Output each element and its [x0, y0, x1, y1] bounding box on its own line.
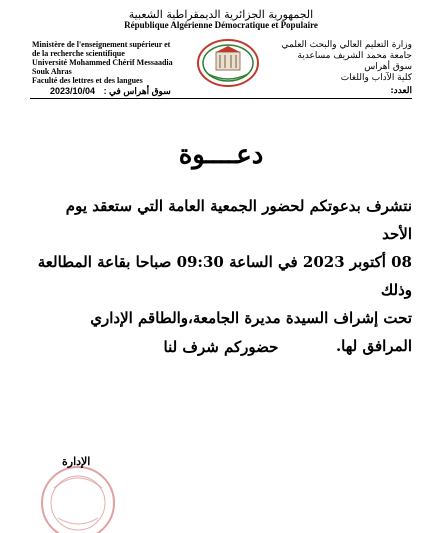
issue-date: 2023/10/04 [50, 86, 96, 96]
ministry-line-2: de la recherche scientifique [32, 49, 125, 58]
closing-line: حضوركم شرف لنا [163, 338, 279, 356]
faculty-arabic-line: كلية الآداب واللغات [340, 73, 412, 83]
republic-french: République Algérienne Démocratique et Populaire [124, 20, 318, 30]
signature-label: الإدارة [62, 455, 91, 468]
institution-french-block [32, 40, 212, 85]
institution-arabic-block [252, 40, 412, 84]
date-group [50, 86, 171, 97]
reference-number-label: العدد: [390, 86, 412, 96]
body-line-1: نتشرف بدعوتكم لحضور الجمعية العامة التي ستعقد يوم الأحد [65, 197, 412, 243]
body-line-2: 08 أكتوبر 2023 في الساعة 09:30 صباحا بقاعة المطالعة وذلك [37, 253, 412, 299]
ministry-line-1: Ministère de l'enseignement supérieur et [32, 40, 171, 49]
place-label: سوق أهراس في : [103, 86, 171, 96]
faculty-line: Faculté des lettres et des langues [32, 76, 143, 85]
republic-arabic: الجمهورية الجزائرية الديمقراطية الشعبية [128, 8, 314, 21]
city-line: Souk Ahras [32, 67, 72, 76]
university-arabic-line: جامعة محمد الشريف مساعدية [297, 51, 412, 61]
invitation-body [36, 192, 412, 360]
university-line: Université Mohammed Chérif Messaadia [32, 58, 173, 67]
header-divider [30, 98, 412, 99]
ministry-arabic-line: وزارة التعليم العالي والبحث العلمي [281, 40, 412, 50]
document-title: دعــــوة [178, 140, 264, 170]
body-line-3: تحت إشراف السيدة مديرة الجامعة،والطاقم الإداري المرافق لها. [90, 309, 412, 355]
university-logo [196, 38, 260, 88]
city-arabic-line: سوق أهراس [364, 62, 412, 72]
